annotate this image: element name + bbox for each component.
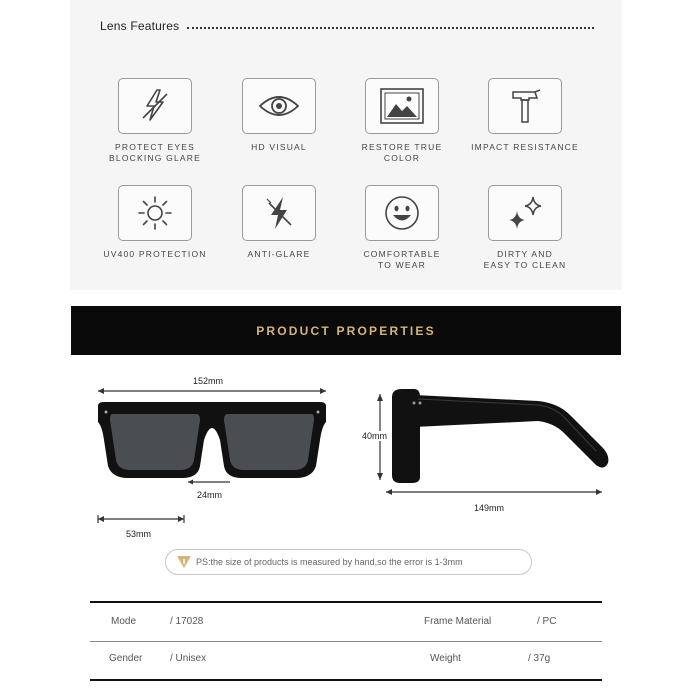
spec-value-gender: / Unisex — [170, 653, 207, 664]
spec-label-weight: Weight — [430, 653, 461, 664]
feature-comfortable — [342, 185, 462, 271]
feature-icon-box — [365, 185, 439, 241]
spec-label-mode: Mode — [111, 616, 137, 627]
feature-icon-box — [242, 185, 316, 241]
front-view-glasses — [96, 400, 328, 482]
hammer-icon — [507, 86, 543, 126]
bridge-label: 24mm — [197, 490, 223, 500]
temple-length-label: 149mm — [474, 503, 505, 513]
lens-width-arrow — [96, 514, 186, 524]
feature-icon-box — [488, 78, 562, 134]
spec-value-frame-material: / PC — [537, 616, 557, 627]
lens-width-label: 53mm — [126, 529, 152, 539]
feature-icon-box — [118, 185, 192, 241]
sparkle-icon — [503, 193, 547, 233]
mountain-picture-icon — [379, 87, 425, 125]
eye-icon — [257, 91, 301, 121]
feature-protect-eyes — [95, 78, 215, 164]
lens-features-title: Lens Features — [100, 19, 180, 33]
measurement-note — [165, 549, 532, 575]
sun-icon — [137, 195, 173, 231]
feature-true-color — [342, 78, 462, 164]
side-view-glasses — [388, 385, 614, 485]
anti-glare-icon — [259, 193, 299, 233]
spec-value-weight: / 37g — [528, 653, 551, 664]
feature-label: HD VISUAL — [251, 142, 307, 152]
feature-uv400 — [95, 185, 215, 260]
total-width-arrow — [96, 386, 328, 396]
total-width-label: 152mm — [193, 376, 224, 386]
feature-icon-box — [118, 78, 192, 134]
feature-icon-box — [242, 78, 316, 134]
feature-label: PROTECT EYES BLOCKING GLARE — [109, 142, 201, 163]
spec-rule-middle — [90, 641, 602, 642]
spec-value-mode: / 17028 — [170, 616, 204, 627]
dotted-divider — [187, 27, 594, 29]
feature-label: IMPACT RESISTANCE — [471, 142, 579, 152]
product-properties-banner — [71, 306, 621, 355]
lens-features-header — [100, 18, 594, 34]
temple-length-arrow — [384, 488, 604, 496]
feature-icon-box — [365, 78, 439, 134]
lens-height-label: 40mm — [362, 431, 388, 441]
feature-anti-glare — [219, 185, 339, 260]
spec-rule-top — [90, 601, 602, 603]
feature-hd-visual — [219, 78, 339, 153]
feature-label: DIRTY AND EASY TO CLEAN — [483, 249, 567, 270]
measurement-note-text: PS:the size of products is measured by hand,so the error is 1-3mm — [196, 557, 463, 567]
spec-label-gender: Gender — [109, 653, 143, 664]
product-properties-title: PRODUCT PROPERTIES — [256, 323, 436, 338]
lightning-slash-icon — [135, 86, 175, 126]
smiley-icon — [383, 194, 421, 232]
feature-label: ANTI-GLARE — [247, 249, 311, 259]
spec-rule-bottom — [90, 679, 602, 681]
feature-label: COMFORTABLE TO WEAR — [363, 249, 441, 270]
feature-label: RESTORE TRUE COLOR — [361, 142, 443, 163]
feature-label: UV400 PROTECTION — [103, 249, 207, 259]
feature-impact-resistance — [465, 78, 585, 153]
bridge-arrow — [186, 478, 232, 486]
spec-label-frame-material: Frame Material — [424, 616, 492, 627]
feature-easy-clean — [465, 185, 585, 271]
feature-icon-box — [488, 185, 562, 241]
down-triangle-icon — [176, 554, 192, 570]
